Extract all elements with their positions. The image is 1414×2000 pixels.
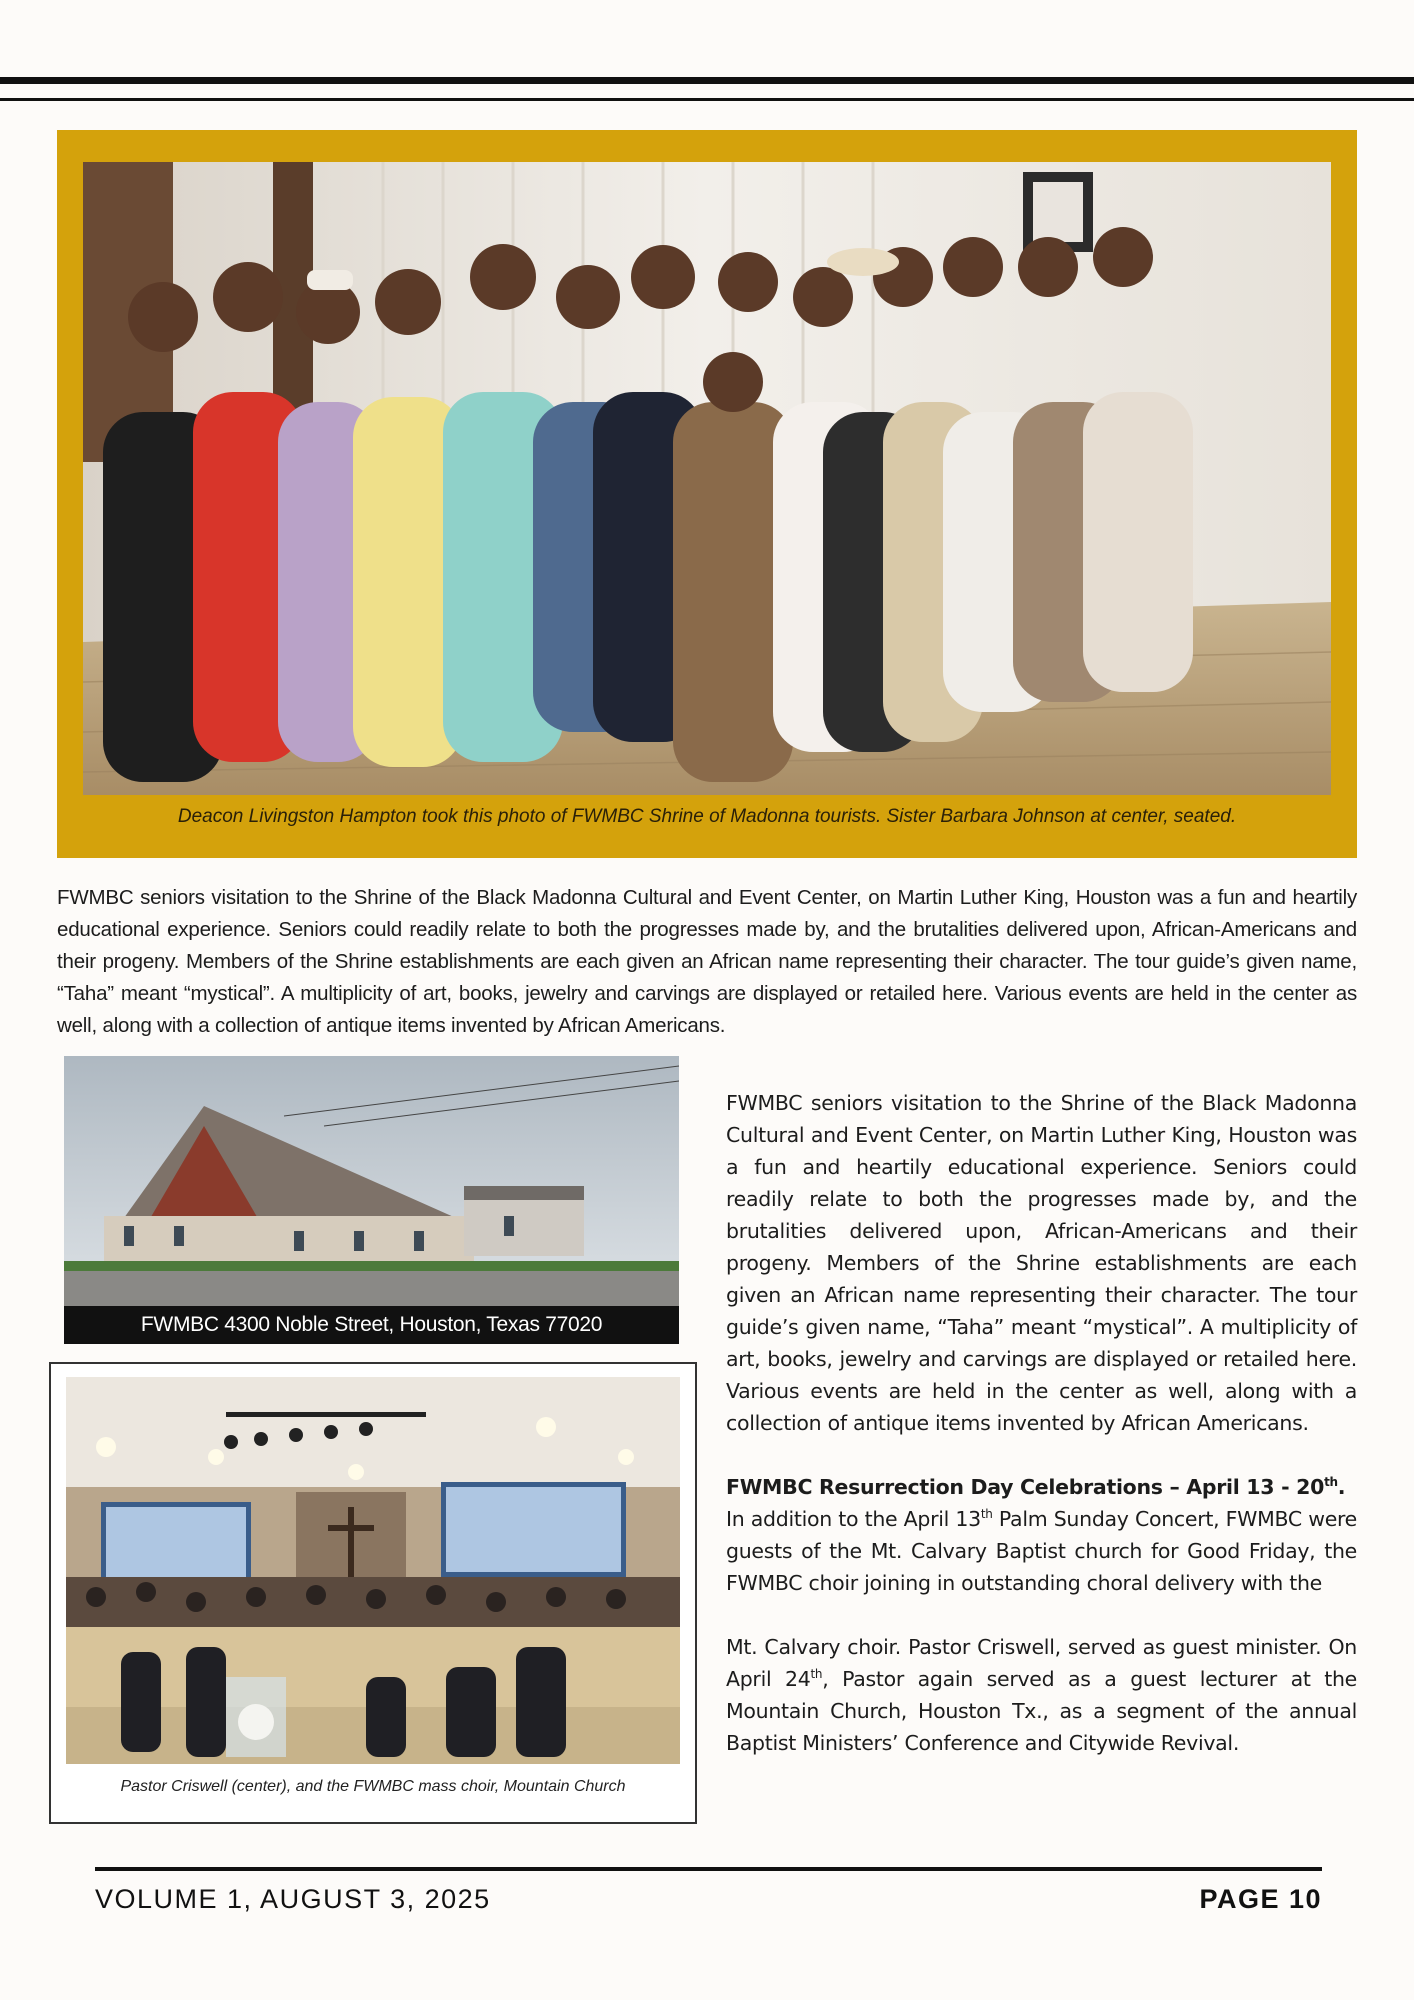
group-photo xyxy=(83,162,1331,795)
church-photo-caption: FWMBC 4300 Noble Street, Houston, Texas 77020 xyxy=(64,1306,679,1344)
article-paragraph-3: Mt. Calvary choir. Pastor Criswell, served as guest minister. On April 24th, Pastor again served as a guest lecturer at the Mountain Church, Houston Tx., as a segment of the annual Baptist Ministers’ Conference and Citywide Revival. xyxy=(726,1635,1357,1755)
article-paragraph-1: FWMBC seniors visitation to the Shrine of the Black Madonna Cultural and Event Center, on Martin Luther King, Houston was a fun and heartily educational experience. Seniors could readily relate to both the progresses made by, and the brutalities delivered upon, African-Americans and their progeny. Members of the Shrine establishments are each given an African name representing their character. The tour guide’s given name, “Taha” meant “mystical”. A multiplicity of art, books, jewelry and carvings are displayed or retailed here. Various events are held in the center as well, along with a collection of antique items invented by African Americans. xyxy=(726,1091,1357,1435)
article-paragraph-2: In addition to the April 13th Palm Sunday Concert, FWMBC were guests of the Mt. Calvary Baptist church for Good Friday, the FWMBC choir joining in outstanding choral delivery with the xyxy=(726,1507,1357,1595)
header-rule-thin xyxy=(0,98,1414,101)
choir-photo-caption: Pastor Criswell (center), and the FWMBC mass choir, Mountain Church xyxy=(120,1778,626,1795)
church-photo xyxy=(64,1056,679,1306)
choir-photo xyxy=(66,1377,680,1764)
header-rule-thick xyxy=(0,77,1414,84)
choir-photo-box xyxy=(49,1362,697,1824)
intro-paragraph: FWMBC seniors visitation to the Shrine of the Black Madonna Cultural and Event Center, on Martin Luther King, Houston was a fun and heartily educational experience. Seniors could readily relate to both the progresses made by, and the brutalities delivered upon, African-Americans and their progeny. Members of the Shrine establishments are each given an African name representing their character. The tour guide’s given name, “Taha” meant “mystical”. A multiplicity of art, books, jewelry and carvings are displayed or retailed here. Various events are held in the center as well, along with a collection of antique items invented by African Americans. xyxy=(57,886,1357,1037)
right-column-article xyxy=(726,1087,1357,1759)
article-heading: FWMBC Resurrection Day Celebrations – April 13 - 20th. xyxy=(726,1475,1346,1499)
top-photo-frame xyxy=(57,130,1357,858)
footer-rule xyxy=(95,1867,1322,1871)
top-photo-caption: Deacon Livingston Hampton took this photo of FWMBC Shrine of Madonna tourists. Sister Barbara Johnson at center, seated. xyxy=(177,806,1237,827)
footer-page-number: PAGE 10 xyxy=(1199,1884,1322,1914)
footer-volume: VOLUME 1, AUGUST 3, 2025 xyxy=(95,1884,491,1914)
